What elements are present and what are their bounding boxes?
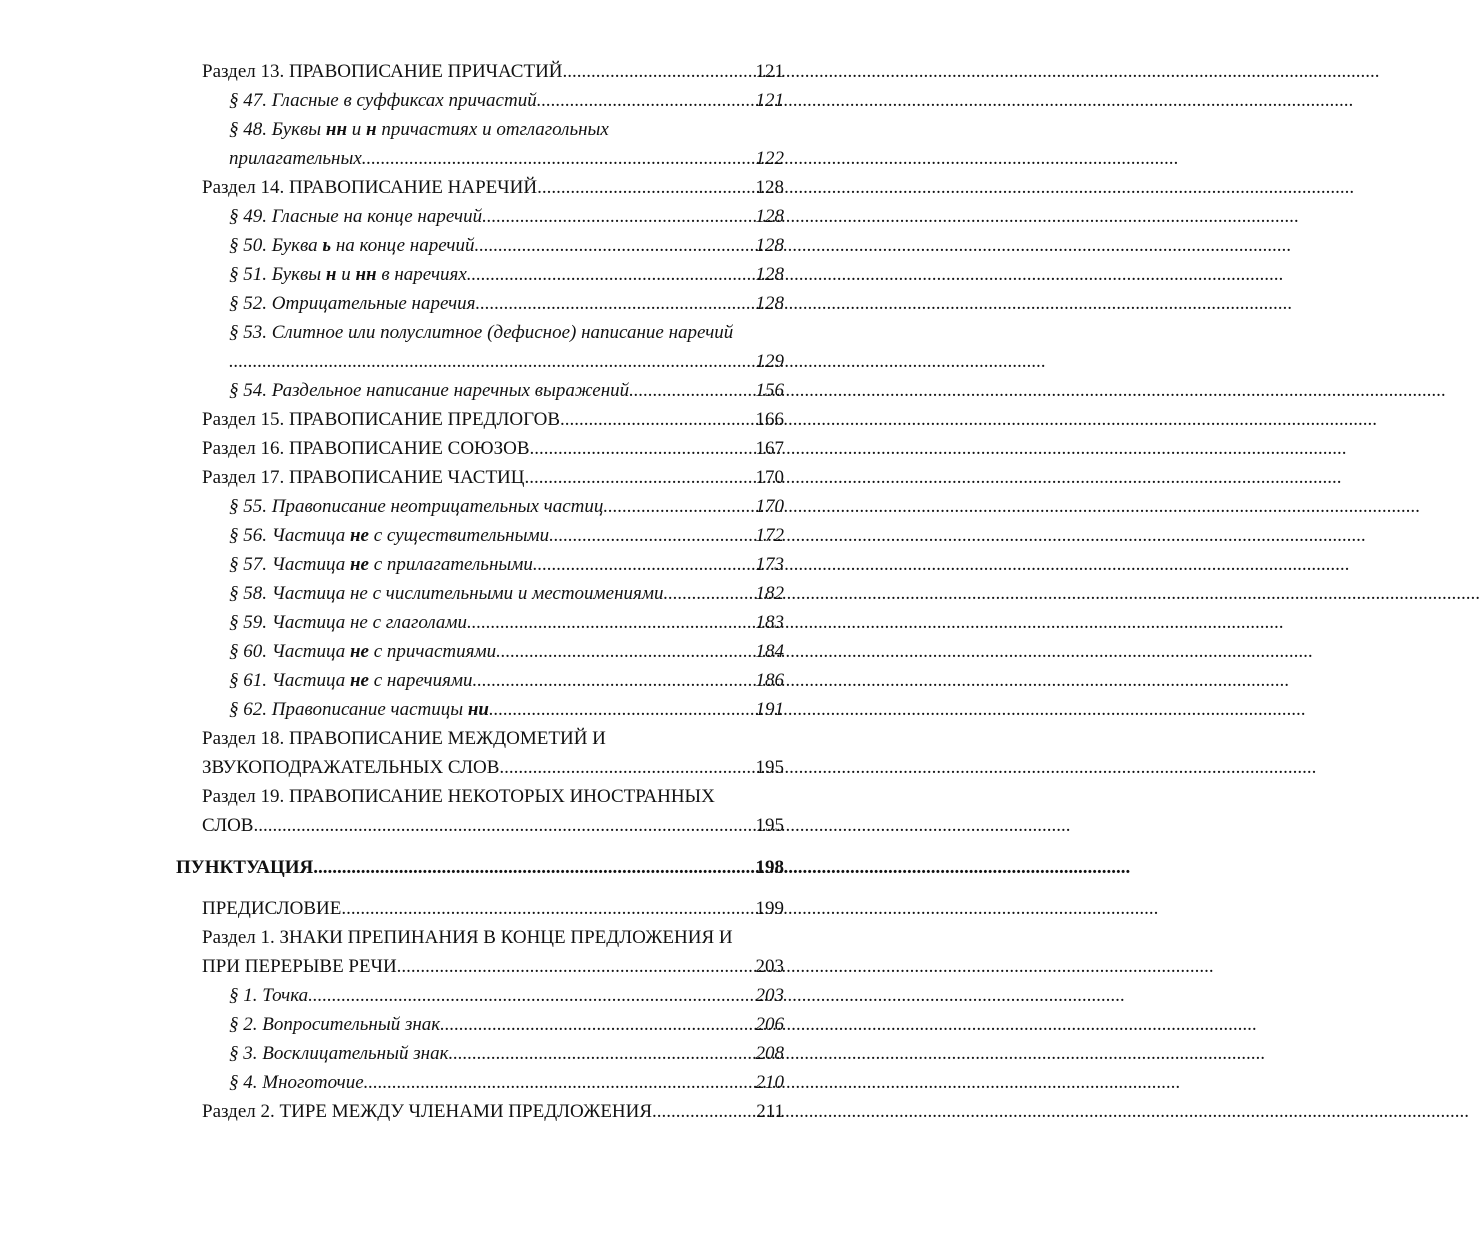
page-number: 184 [755,641,784,662]
entry-label: ПРИ ПЕРЕРЫВЕ РЕЧИ [202,956,397,977]
page-number: 128 [755,293,784,314]
entry-label: § 58. Частица не с числительными и местоимениями [229,583,664,604]
toc-entry [202,260,784,289]
page-number: 198 [755,857,784,878]
entry-label: § 57. Частица [229,554,350,575]
entry-title [202,57,563,86]
page-number: 128 [755,235,784,256]
entry-title [229,608,467,637]
toc-entry [202,144,784,173]
dot-leader [364,1068,756,1097]
entry-title [202,811,253,840]
toc-entry [202,405,784,434]
dot-leader [474,231,755,260]
entry-label: Раздел 15. ПРАВОПИСАНИЕ ПРЕДЛОГОВ [202,409,561,430]
dot-leader [467,608,755,637]
toc-entry [202,579,784,608]
entry-title [229,86,537,115]
toc-entry [202,57,784,86]
entry-title [229,202,482,231]
entry-label: § 59. Частица не с глаголами [229,612,468,633]
entry-label: Раздел 13. ПРАВОПИСАНИЕ ПРИЧАСТИЙ [202,61,563,82]
entry-label: § 2. Вопросительный знак [229,1014,441,1035]
entry-title [229,231,474,260]
toc-entry [202,231,784,260]
entry-title [229,376,629,405]
dot-leader [549,521,755,550]
page-number: 170 [755,496,784,517]
entry-bold: не [349,554,369,575]
toc-entry [202,376,784,405]
dot-leader [530,434,756,463]
entry-label: § 61. Частица [229,670,350,691]
entry-label: § 48. Буквы [229,119,326,140]
entry-title [202,753,499,782]
entry-label: Раздел 2. ТИРЕ МЕЖДУ ЧЛЕНАМИ ПРЕДЛОЖЕНИЯ [202,1101,653,1122]
entry-label-rest: на конце наречий [331,235,475,256]
entry-title [202,1097,652,1126]
entry-title [229,1068,364,1097]
toc-entry [202,86,784,115]
dot-leader [603,492,755,521]
dot-leader [533,550,756,579]
page-number: 195 [755,815,784,836]
entry-bold: ни [467,699,489,720]
entry-label: § 60. Частица [229,641,350,662]
entry-title [202,463,525,492]
page-number: 210 [755,1072,784,1093]
dot-leader [448,1039,755,1068]
page-number: 183 [755,612,784,633]
toc-entry [202,173,784,202]
dot-leader [476,289,756,318]
toc-entry [202,492,784,521]
entry-bold: н [366,119,377,140]
toc-entry [202,753,784,782]
toc-entry [202,695,784,724]
entry-bold: не [349,670,369,691]
toc-entry [202,952,784,981]
entry-label: § 62. Правописание частицы [229,699,468,720]
page-number: 206 [755,1014,784,1035]
entry-label: Раздел 1. ЗНАКИ ПРЕПИНАНИЯ В КОНЦЕ ПРЕДЛОЖЕНИЯ И [202,927,733,948]
entry-label: § 56. Частица [229,525,350,546]
dot-leader [537,86,756,115]
page-number: 186 [755,670,784,691]
entry-label-rest: с прилагательными [368,554,533,575]
entry-title [229,981,308,1010]
page-number: 191 [755,699,784,720]
toc-entry [202,202,784,231]
entry-label: Раздел 17. ПРАВОПИСАНИЕ ЧАСТИЦ [202,467,525,488]
entry-label-rest: в наречиях [376,264,467,285]
page-number: 203 [755,985,784,1006]
toc-entry [202,434,784,463]
toc-entry [202,1068,784,1097]
entry-label: прилагательных [229,148,362,169]
toc-entry [202,782,784,811]
entry-label-rest: с существительными [368,525,550,546]
entry-label: § 47. Гласные в суффиксах причастий [229,90,537,111]
dot-leader [440,1010,755,1039]
dot-leader [253,811,755,840]
page-number: 128 [755,177,784,198]
page-number: 211 [756,1101,784,1122]
toc-entry [202,1039,784,1068]
entry-label: СЛОВ [202,815,254,836]
toc-entry [202,637,784,666]
entry-label: § 50. Буква [229,235,323,256]
dot-leader [229,347,756,376]
entry-title [229,550,533,579]
page-number: 170 [755,467,784,488]
dot-leader [499,753,755,782]
dot-leader [341,894,755,923]
entry-bold: не [349,641,369,662]
page-number: 128 [755,264,784,285]
page-number: 172 [755,525,784,546]
entry-label-rest: причастиях и отглагольных [376,119,609,140]
dot-leader [482,202,755,231]
toc-entry [202,923,784,952]
page-number: 167 [755,438,784,459]
entry-title [202,952,397,981]
entry-label: § 49. Гласные на конце наречий [229,206,483,227]
toc-entry [202,724,784,753]
entry-label: ЗВУКОПОДРАЖАТЕЛЬНЫХ СЛОВ [202,757,500,778]
entry-title [202,434,530,463]
dot-leader [397,952,756,981]
page-number: 128 [755,206,784,227]
entry-label: ПРЕДИСЛОВИЕ [202,898,342,919]
entry-title [202,724,606,753]
toc-entry [202,981,784,1010]
page-number: 129 [755,351,784,372]
entry-title [176,853,313,882]
dot-leader [308,981,755,1010]
dot-leader [473,666,756,695]
toc-entry [202,521,784,550]
page-number: 166 [755,409,784,430]
toc-entry [202,894,784,923]
entry-title [229,144,362,173]
dot-leader [563,57,756,86]
dot-leader [489,695,756,724]
entry-title [229,521,549,550]
entry-label: Раздел 14. ПРАВОПИСАНИЕ НАРЕЧИЙ [202,177,538,198]
dot-leader [313,853,755,882]
entry-label: § 1. Точка [229,985,309,1006]
toc-entry [202,463,784,492]
entry-title [229,115,609,144]
entry-label: § 51. Буквы [229,264,326,285]
entry-label-mid: и [347,119,367,140]
toc-entry [202,550,784,579]
page-number: 208 [755,1043,784,1064]
dot-leader [467,260,756,289]
page-number: 182 [755,583,784,604]
toc-entry [176,853,784,882]
entry-title [229,318,733,347]
page-number: 173 [755,554,784,575]
entry-title [229,1010,440,1039]
entry-bold: ь [322,235,332,256]
toc-entry [202,289,784,318]
dot-leader [664,579,756,608]
page-number: 121 [755,90,784,111]
entry-title [202,782,715,811]
dot-leader [362,144,756,173]
dot-leader [537,173,755,202]
dot-leader [560,405,755,434]
entry-label-rest: с причастиями [368,641,497,662]
entry-label: § 3. Восклицательный знак [229,1043,449,1064]
page-number: 156 [755,380,784,401]
entry-title [202,923,733,952]
dot-leader [629,376,755,405]
entry-label: Раздел 18. ПРАВОПИСАНИЕ МЕЖДОМЕТИЙ И [202,728,606,749]
entry-title [229,492,603,521]
entry-bold: н [325,264,337,285]
entry-label: § 4. Многоточие [229,1072,364,1093]
toc-entry [202,1010,784,1039]
entry-title [229,579,664,608]
entry-label: § 53. Слитное или полуслитное (дефисное) написание наречий [229,322,734,343]
entry-title [229,260,467,289]
entry-title [202,173,537,202]
entry-label: Раздел 16. ПРАВОПИСАНИЕ СОЮЗОВ [202,438,530,459]
entry-label: ПУНКТУАЦИЯ [176,857,314,878]
entry-title [229,1039,448,1068]
entry-bold: не [349,525,369,546]
page-number: 121 [755,61,784,82]
toc-entry [202,318,784,347]
toc-entry [202,811,784,840]
entry-title [229,637,496,666]
table-of-contents [176,57,784,1126]
toc-entry [202,347,784,376]
toc-entry [202,608,784,637]
entry-label: § 54. Раздельное написание наречных выражений [229,380,630,401]
entry-label-mid: и [336,264,356,285]
entry-title [229,289,476,318]
toc-entry [202,666,784,695]
page-number: 195 [755,757,784,778]
dot-leader [652,1097,756,1126]
toc-entry [202,115,784,144]
page-number: 203 [755,956,784,977]
page-number: 122 [755,148,784,169]
entry-label: § 55. Правописание неотрицательных частиц [229,496,604,517]
toc-entry [202,1097,784,1126]
entry-bold: нн [355,264,377,285]
entry-title [202,894,341,923]
entry-title [202,405,560,434]
entry-label: Раздел 19. ПРАВОПИСАНИЕ НЕКОТОРЫХ ИНОСТРАННЫХ [202,786,715,807]
entry-label: § 52. Отрицательные наречия [229,293,476,314]
entry-title [229,695,489,724]
entry-bold: нн [325,119,348,140]
entry-label-rest: с наречиями [368,670,473,691]
dot-leader [496,637,755,666]
page-number: 199 [755,898,784,919]
entry-title [229,666,473,695]
dot-leader [525,463,756,492]
